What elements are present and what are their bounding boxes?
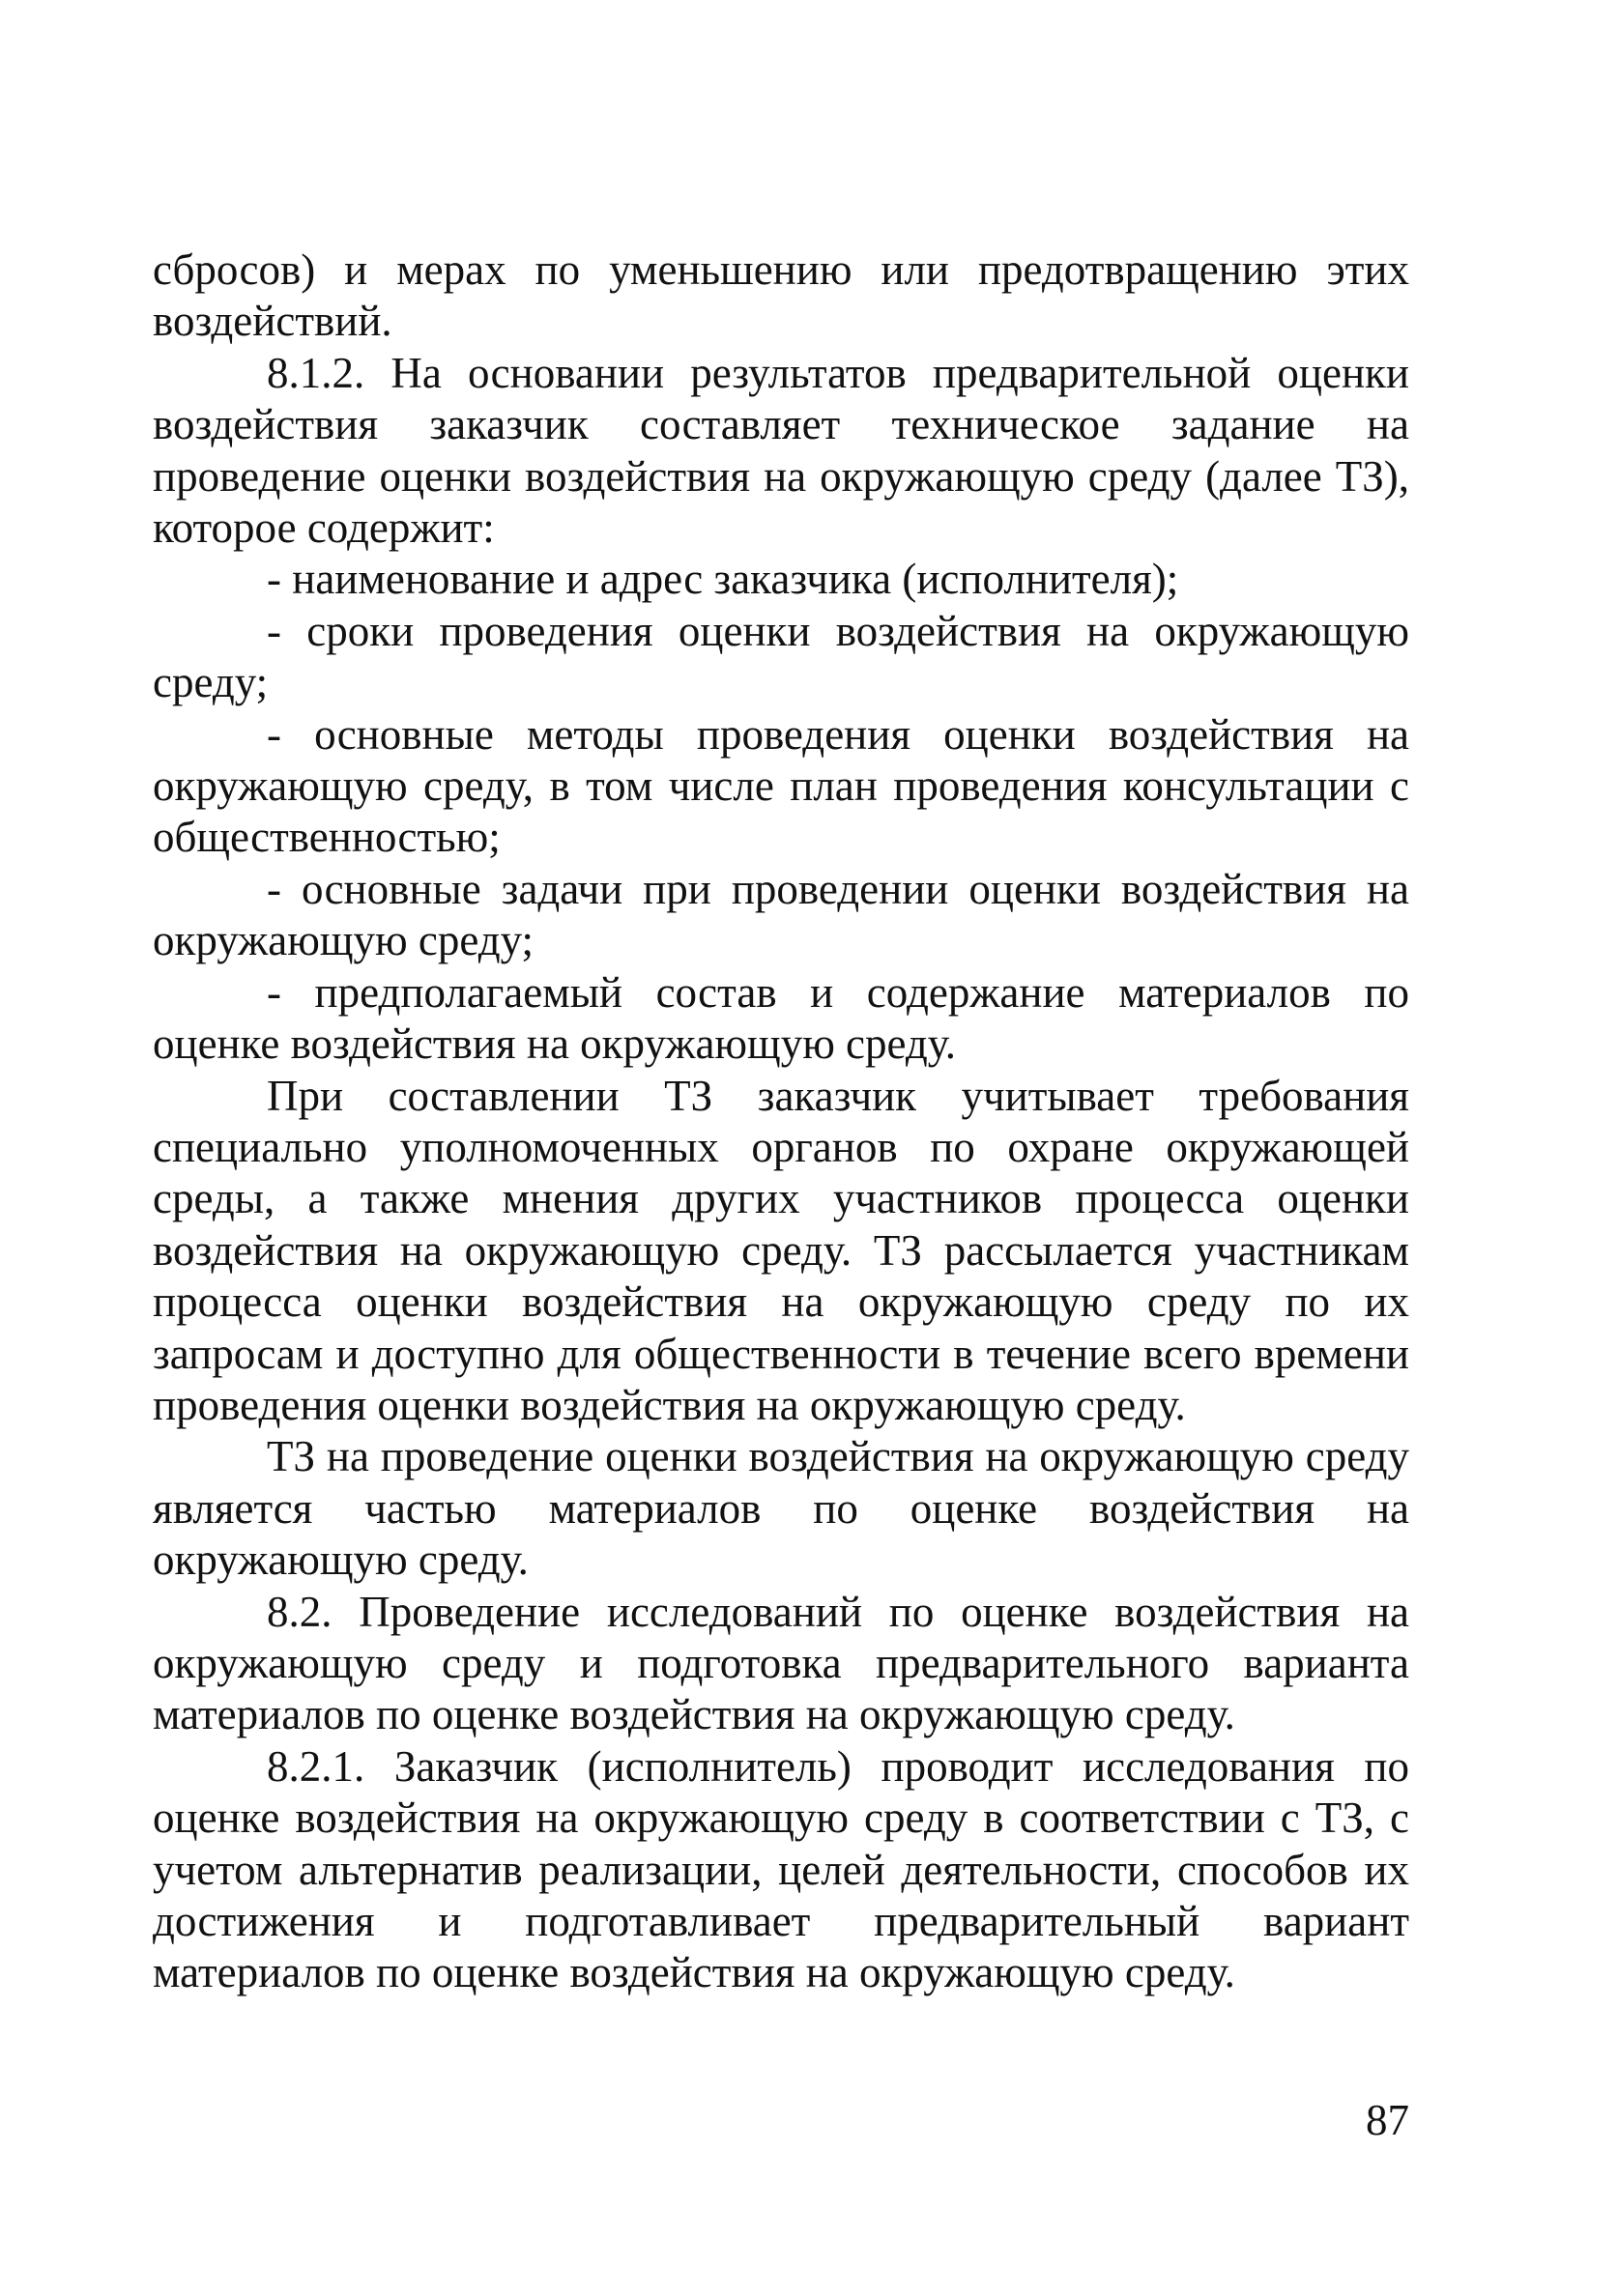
paragraph-8-2-1: 8.2.1. Заказчик (исполнитель) проводит исследования по оценке воздействия на окружающую среду в соответствии с ТЗ, с учетом альтернатив реализации, целей деятельности, способов их достижения и подготавливает предварительный вариант материалов по оценке воздействия на окружающую среду. [153,1741,1409,1997]
list-item: - основные методы проведения оценки воздействия на окружающую среду, в том числе план проведения консультации с общественностью; [153,709,1409,862]
list-item: - сроки проведения оценки воздействия на окружающую среду; [153,606,1409,707]
paragraph-continuation: сбросов) и мерах по уменьшению или предотвращению этих воздействий. [153,245,1409,346]
list-item: - основные задачи при проведении оценки воздействия на окружающую среду; [153,864,1409,965]
paragraph-tz-part-of-materials: ТЗ на проведение оценки воздействия на окружающую среду является частью материалов по оценке воздействия на окружающую среду. [153,1432,1409,1585]
paragraph-8-2: 8.2. Проведение исследований по оценке воздействия на окружающую среду и подготовка предварительного варианта материалов по оценке воздействия на окружающую среду. [153,1587,1409,1739]
body-text [153,244,1409,1999]
paragraph-8-1-2: 8.1.2. На основании результатов предварительной оценки воздействия заказчик составляет техническое задание на проведение оценки воздействия на окружающую среду (далее ТЗ), которое содержит: [153,348,1409,553]
list-item: - предполагаемый состав и содержание материалов по оценке воздействия на окружающую среду. [153,967,1409,1069]
list-item: - наименование и адрес заказчика (исполнителя); [267,555,1179,604]
page-number: 87 [1366,2096,1409,2144]
paragraph-tz-requirements: При составлении ТЗ заказчик учитывает требования специально уполномоченных органов по охране окружающей среды, а также мнения других участников процесса оценки воздействия на окружающую среду. ТЗ рассылается участникам процесса оценки воздействия на окружающую среду по их запросам и доступно для общественности в течение всего времени проведения оценки воздействия на окружающую среду. [153,1071,1409,1429]
